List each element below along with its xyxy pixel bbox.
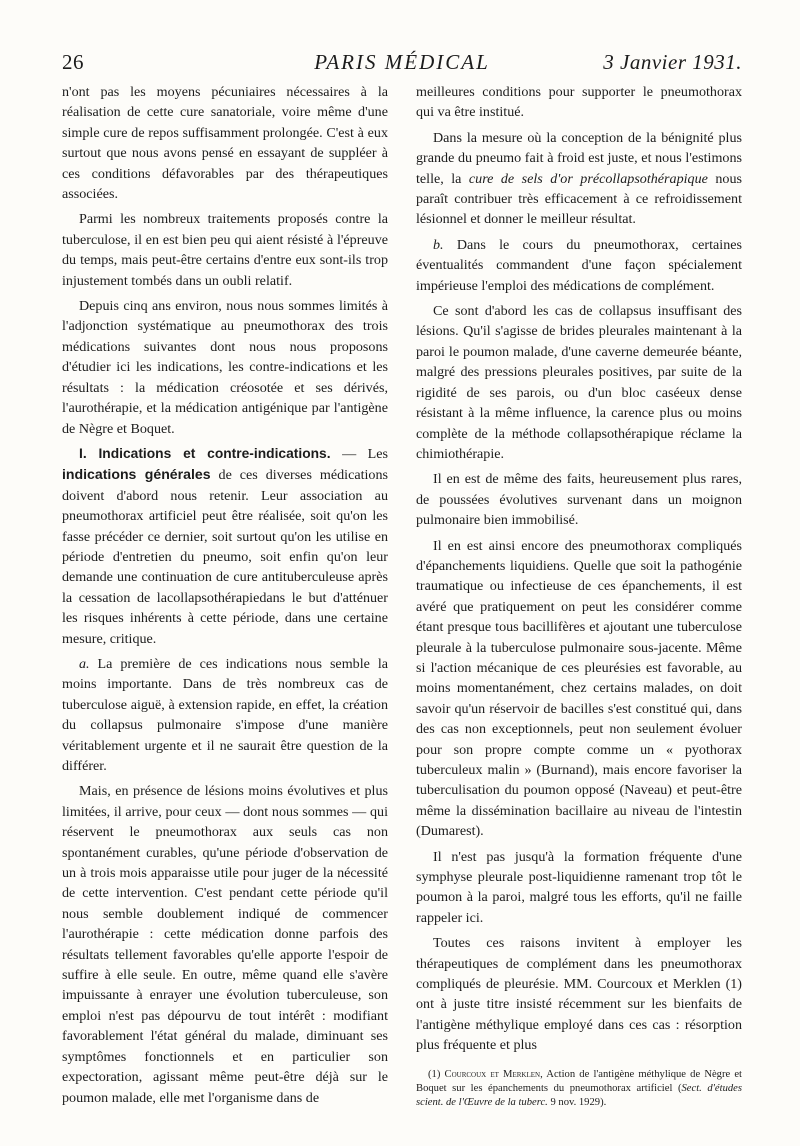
text-span: , Action de l'antigène méthylique de Nègre et Boquet sur les épanchements du pneumothorax artificiel ( <box>416 1068 742 1094</box>
issue-date: 3 Janvier 1931. <box>603 50 742 74</box>
footnote-source: Sect. d'études scient. de l'Œuvre de la tuberc. <box>416 1082 742 1108</box>
italic-term: cure de sels d'or précollapsothérapique <box>468 170 708 187</box>
paragraph <box>62 654 388 776</box>
paragraph: Ce sont d'abord les cas de collapsus insuffisant des lésions. Qu'il s'agisse de brides pleurales maintenant à la paroi le poumon malade, d'une caverne demeurée béante, malgré des pressions pleurales positives, par suite de la rigidité de ses parois, ou d'un bloc caséeux dense résistant à la même influence, la carence plus ou moins complète de la méthode collapsothérapique réclame la chimiothérapie. <box>416 303 742 462</box>
paragraph: Mais, en présence de lésions moins évolutives et plus limitées, il arrive, pour ceux — dont nous sommes — qui réservent le pneumothorax aux seuls cas non spontanément curables, qu'une période d'observation de un à trois mois apparaisse utile pour juger de la nécessité de cette intervention. C'est pendant cette période qu'il nous semble doublement indiqué de commencer l'aurothérapie : cette médication donne parfois des résultats tellement favorables qu'elle apporte l'espoir de suffire à elle seule. En outre, même quand elle s'avère impuissante à enrayer une évolution tuberculeuse, son emploi n'est pas dépourvu de tout intérêt : modifiant favorablement l'état général du malade, diminuant ses symptômes fonctionnels et en particulier son expectoration, agissant même peut-être déjà sur le poumon malade, elle met l'organisme dans de <box>62 783 388 1106</box>
text-span: de ces diverses médications doivent d'abord nous retenir. Leur association au pneumothorax artificiel peut être réalisée, soit qu'on les fasse précéder ce dernier, soit surtout qu'on les utilise en période d'entretien du pneumo, soit enfin qu'on leur demande une continuation de cure antituberculeuse après la cessation de lacollapsothérapiedans le but d'atténuer les risques inhérents à cette période, dans une certaine mesure, critique. <box>62 467 388 647</box>
paragraph: Depuis cinq ans environ, nous nous sommes limités à l'adjonction systématique au pneumothorax des trois médications suivantes dont nous nous proposons d'étudier ici les indications, les contre-indications et les résultats : la médication créosotée et ses dérivés, l'aurothérapie, et la médication antigénique par l'antigène de Nègre et Boquet. <box>62 298 388 437</box>
text-span: Dans le cours du pneumothorax, certaines éventualités commandent d'une façon spécialement impérieuse l'emploi des médications de complément. <box>416 236 742 294</box>
right-column <box>416 82 742 1115</box>
left-column <box>62 82 388 1113</box>
paragraph <box>416 128 742 230</box>
text-span: La première de ces indications nous semble la moins importante. Dans de très nombreux cas de tuberculose aiguë, à extension rapide, en effet, la création du collapsus pulmonaire s'impose d'une manière véritablement urgente et il ne saurait être question de la différer. <box>62 655 388 774</box>
paragraph: n'ont pas les moyens pécuniaires nécessaires à la réalisation de cette cure sanatoriale, voire même d'une simple cure de repos suffisamment prolongée. C'est à eux surtout que nous avons pensé en essayant de suppléer à ces conditions défavorables par des thérapeutiques associées. <box>62 84 388 203</box>
page-header <box>62 50 742 80</box>
text-span: 9 nov. 1929). <box>547 1096 607 1108</box>
paragraph: Il en est de même des faits, heureusement plus rares, de poussées évolutives survenant dans un moignon pulmonaire bien immobilisé. <box>416 471 742 529</box>
paragraph: meilleures conditions pour supporter le pneumothorax qui va être institué. <box>416 84 742 121</box>
text-span: — Les <box>330 445 388 462</box>
bold-term: indications générales <box>62 466 211 483</box>
item-label: b. <box>433 236 444 253</box>
journal-title: PARIS MÉDICAL <box>314 50 490 74</box>
section-paragraph <box>62 444 388 649</box>
footnote-authors: Courcoux et Merklen <box>444 1068 541 1080</box>
section-heading: I. Indications et contre-indications. <box>79 445 331 461</box>
paragraph: Toutes ces raisons invitent à employer les thérapeutiques de complément dans les pneumothorax compliqués de pleurésie. MM. Courcoux et Merklen (1) ont à juste titre insisté récemment sur les bienfaits de l'antigène méthylique employé dans ces cas : résorption plus fréquente et plus <box>416 935 742 1054</box>
text-span: (1) <box>428 1068 445 1080</box>
paragraph: Il en est ainsi encore des pneumothorax compliqués d'épanchements liquidiens. Quelle que soit la pathogénie traumatique ou infectieuse de ces épanchements, il est avéré que pratiquement on peut les considérer comme étant presque tous bacillifères et ajoutant une tuberculose pleurale à la tuberculose pulmonaire sous-jacente. Même si l'action mécanique de ces pleurésies est favorable, au moins momentanément, chez certains malades, on doit savoir qu'un réservoir de bacilles s'est constitué qui, dans des cas non exceptionnels, peut non seulement évoluer pour son propre compte comme un « pyothorax tuberculeux malin » (Burnand), mais encore favoriser la tuberculisation du poumon opposé (Naveau) et peut-être même la dissémination bacillaire au niveau de l'intestin (Dumarest). <box>416 537 742 840</box>
paragraph: Il n'est pas jusqu'à la formation fréquente d'une symphyse pleurale post-liquidienne ramenant trop tôt le poumon à la paroi, malgré tous les efforts, qu'il ne faille rappeler ici. <box>416 848 742 926</box>
footnote <box>416 1068 742 1110</box>
paragraph: Parmi les nombreux traitements proposés contre la tuberculose, il en est bien peu qui aient résisté à l'épreuve du temps, mais peut-être certains d'entre eux sont-ils trop injustement tombés dans un oubli relatif. <box>62 211 388 289</box>
item-label: a. <box>79 655 90 672</box>
text-span: nous paraît contribuer très efficacement à ce refroidissement lésionnel et donner le meilleur résultat. <box>416 170 742 228</box>
paragraph <box>416 235 742 296</box>
text-span: Dans la mesure où la conception de la bénignité plus grande du pneumo fait à froid est juste, et nous l'estimons telle, la <box>416 129 742 187</box>
page-number: 26 <box>62 50 84 74</box>
